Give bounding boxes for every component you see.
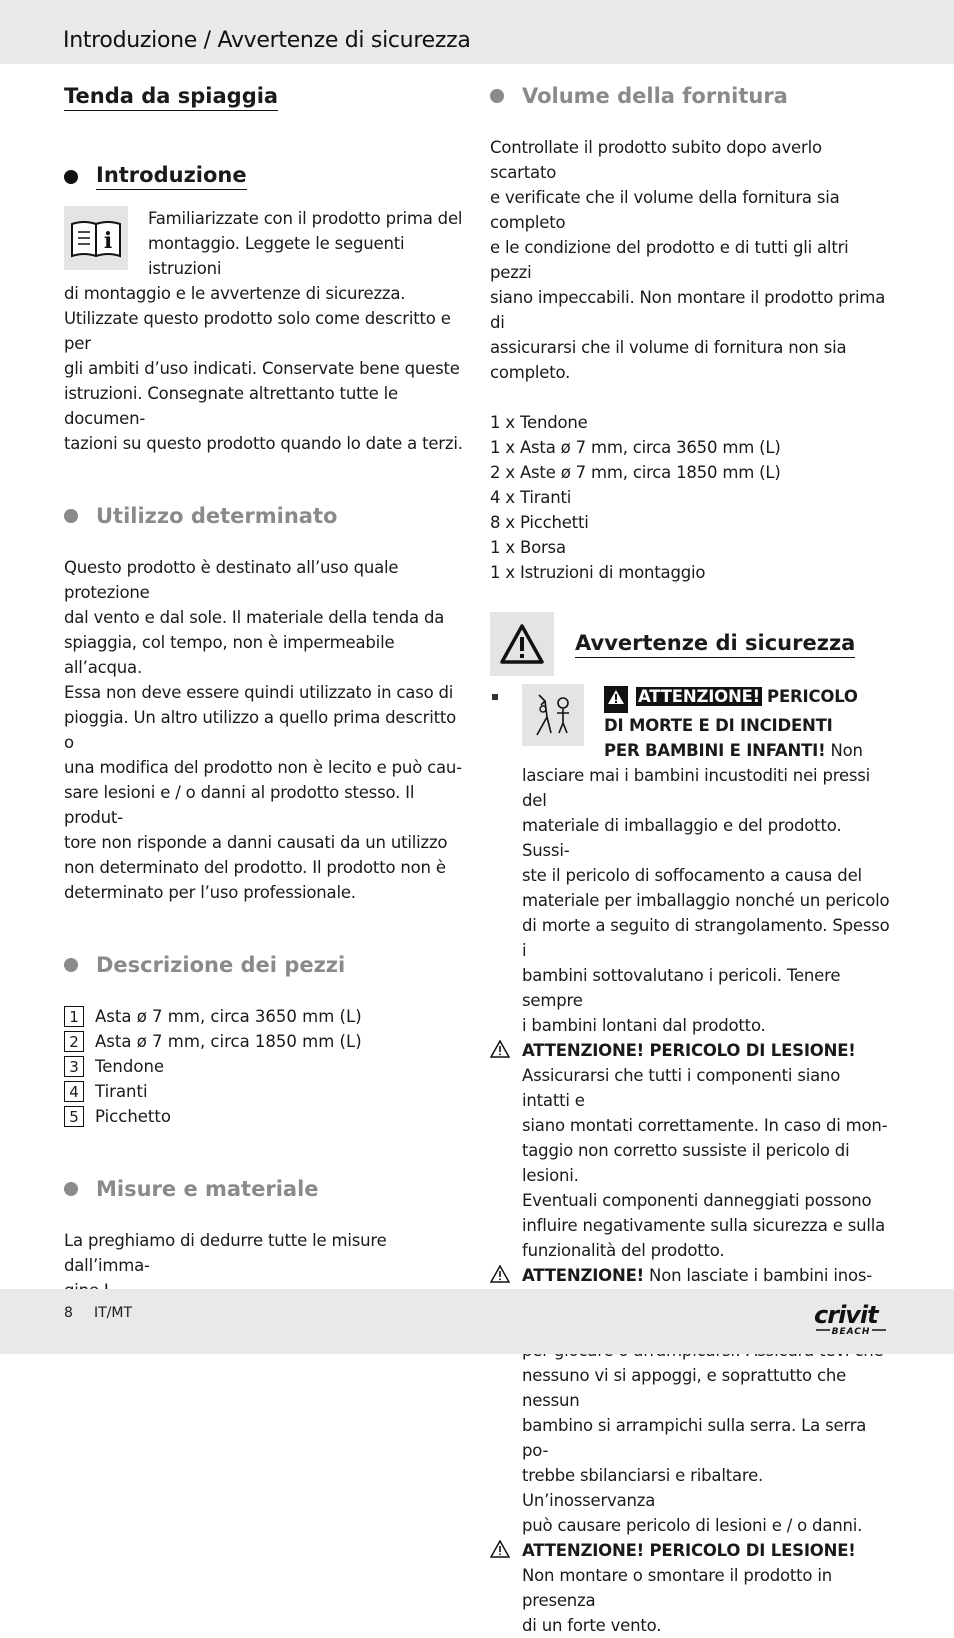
bullet-dot-icon [64, 509, 78, 523]
page-footer [0, 1289, 954, 1354]
list-item: 8 x Picchetti [490, 513, 589, 532]
warning-wind [490, 1538, 890, 1638]
part-label: Tendone [95, 1057, 165, 1076]
warning-head: ATTENZIONE! PERICOLO DI LESIONE! [522, 1041, 856, 1060]
page-header [0, 0, 954, 64]
list-item [64, 1079, 464, 1104]
bullet-dot-icon [64, 170, 78, 184]
square-bullet-icon [492, 694, 498, 700]
warning-line: materiale per imballaggio nonché un pericolo [522, 891, 890, 910]
supply-text [490, 135, 890, 385]
intro-line: montaggio. Leggete le seguenti istruzioni [148, 234, 405, 278]
warning-injury [490, 1038, 890, 1263]
warning-line: materiale di imballaggio e del prodotto. Sussi- [522, 816, 842, 860]
list-item: 4 x Tiranti [490, 488, 572, 507]
warning-line: lasciare mai i bambini incustoditi nei pressi del [522, 766, 871, 810]
use-line: spiaggia, col tempo, non è impermeabile all’acqua. [64, 633, 395, 677]
use-title: Utilizzo determinato [96, 504, 338, 528]
use-line: Essa non deve essere quindi utilizzato in caso di [64, 683, 454, 702]
intro-heading [64, 163, 464, 190]
svg-text:crivit: crivit [814, 1301, 878, 1329]
supply-line: assicurarsi che il volume di fornitura non sia completo. [490, 338, 847, 382]
warning-line: taggio non corretto sussiste il pericolo di lesioni. [522, 1141, 850, 1185]
warning-head: DI MORTE E DI INCIDENTI [604, 716, 833, 735]
part-label: Asta ø 7 mm, circa 3650 mm (L) [95, 1007, 362, 1026]
warning-head: ATTENZIONE! [522, 1266, 644, 1285]
warning-line: Non [830, 741, 863, 760]
use-line: sare lesioni e / o danni al prodotto stesso. Il produt- [64, 783, 415, 827]
intro-line: gli ambiti d’uso indicati. Conservate bene queste [64, 359, 460, 378]
intro-line: Familiarizzate con il prodotto prima del [148, 209, 463, 228]
use-line: dal vento e dal sole. Il materiale della tenda da [64, 608, 445, 627]
crivit-logo [812, 1299, 892, 1343]
safety-title: Avvertenze di sicurezza [575, 631, 855, 658]
part-label: Tiranti [95, 1082, 148, 1101]
supply-line: e verificate che il volume della fornitura sia completo [490, 188, 840, 232]
parts-list [64, 1004, 464, 1129]
intro-line: tazioni su questo prodotto quando lo date a terzi. [64, 434, 463, 453]
warning-triangle-icon [490, 1265, 510, 1283]
part-label: Asta ø 7 mm, circa 1850 mm (L) [95, 1032, 362, 1051]
part-number: 3 [64, 1056, 84, 1077]
warning-line: Non montare o smontare il prodotto in presenza [522, 1566, 833, 1610]
right-column [490, 84, 890, 1638]
use-line: Questo prodotto è destinato all’uso quale protezione [64, 558, 399, 602]
part-number: 5 [64, 1106, 84, 1127]
warning-triangle-icon [490, 1040, 510, 1058]
use-line: una modifica del prodotto non è lecito e può cau- [64, 758, 462, 777]
warning-line: bambino si arrampichi sulla serra. La serra po- [522, 1416, 867, 1460]
measures-line: La preghiamo di dedurre tutte le misure dall’imma- [64, 1231, 387, 1275]
safety-heading [490, 612, 890, 676]
supply-list [490, 410, 890, 585]
warning-line: trebbe sbilanciarsi e ribaltare. Un’inosservanza [522, 1466, 764, 1510]
svg-text:i: i [103, 228, 113, 254]
warning-head: ATTENZIONE! PERICOLO DI LESIONE! [522, 1541, 856, 1560]
part-number: 4 [64, 1081, 84, 1102]
warning-triangle-icon [490, 612, 554, 676]
warning-line: ste il pericolo di soffocamento a causa del [522, 866, 862, 885]
intro-text [64, 206, 464, 456]
parts-title: Descrizione dei pezzi [96, 953, 346, 977]
warning-head: PERICOLO [767, 687, 858, 706]
list-item [64, 1004, 464, 1029]
supply-heading [490, 84, 890, 108]
warning-line: Non lasciate i bambini inos- [649, 1266, 873, 1285]
attention-label: ATTENZIONE! [638, 687, 760, 706]
use-line: pioggia. Un altro utilizzo a quello prima descritto o [64, 708, 457, 752]
list-item [64, 1054, 464, 1079]
warning-line: Eventuali componenti danneggiati possono [522, 1191, 872, 1210]
part-label: Picchetto [95, 1107, 171, 1126]
part-number: 1 [64, 1006, 84, 1027]
bullet-dot-icon [64, 958, 78, 972]
warning-triangle-icon [604, 686, 628, 713]
warning-line: di morte a seguito di strangolamento. Spesso i [522, 916, 890, 960]
info-manual-icon [64, 206, 128, 270]
list-item: 1 x Asta ø 7 mm, circa 3650 mm (L) [490, 438, 781, 457]
page-number: 8 [64, 1305, 73, 1321]
intro-line: di montaggio e le avvertenze di sicurezza. [64, 284, 406, 303]
list-item: 1 x Tendone [490, 413, 588, 432]
warning-children [490, 684, 890, 1038]
warning-line: di un forte vento. [522, 1616, 662, 1635]
use-text [64, 555, 464, 905]
warning-line: nessuno vi si appoggi, e soprattutto che nessun [522, 1366, 847, 1410]
language-code: IT/MT [94, 1305, 133, 1321]
use-heading [64, 504, 464, 528]
list-item: 1 x Borsa [490, 538, 566, 557]
measures-heading [64, 1177, 464, 1201]
use-line: determinato per l’uso professionale. [64, 883, 356, 902]
product-title: Tenda da spiaggia [64, 84, 278, 111]
warning-line: i bambini lontani dal prodotto. [522, 1016, 766, 1035]
list-item: 2 x Aste ø 7 mm, circa 1850 mm (L) [490, 463, 781, 482]
warning-head: PER BAMBINI E INFANTI! [604, 741, 826, 760]
warning-line: Assicurarsi che tutti i componenti siano intatti e [522, 1066, 841, 1110]
list-item [64, 1104, 464, 1129]
intro-line: istruzioni. Consegnate altrettanto tutte le documen- [64, 384, 398, 428]
left-column [64, 84, 464, 1353]
warning-line: può causare pericolo di lesioni e / o danni. [522, 1516, 863, 1535]
supply-line: e le condizione del prodotto e di tutti gli altri pezzi [490, 238, 849, 282]
warning-line: siano montati correttamente. In caso di mon- [522, 1116, 888, 1135]
svg-text:BEACH: BEACH [831, 1327, 871, 1337]
warning-triangle-icon [490, 1540, 510, 1558]
supply-title: Volume della fornitura [522, 84, 788, 108]
part-number: 2 [64, 1031, 84, 1052]
warning-line: influire negativamente sulla sicurezza e sulla [522, 1216, 886, 1235]
page-title: Introduzione / Avvertenze di sicurezza [63, 28, 471, 53]
warning-line: bambini sottovalutano i pericoli. Tenere sempre [522, 966, 841, 1010]
list-item [64, 1029, 464, 1054]
intro-line: Utilizzate questo prodotto solo come descritto e per [64, 309, 451, 353]
use-line: non determinato del prodotto. Il prodotto non è [64, 858, 446, 877]
list-item: 1 x Istruzioni di montaggio [490, 563, 706, 582]
warning-line: funzionalità del prodotto. [522, 1241, 725, 1260]
parts-heading [64, 953, 464, 977]
bullet-dot-icon [64, 1182, 78, 1196]
bullet-dot-icon [490, 89, 504, 103]
supply-line: siano impeccabili. Non montare il prodotto prima di [490, 288, 886, 332]
measures-title: Misure e materiale [96, 1177, 319, 1201]
supply-line: Controllate il prodotto subito dopo averlo scartato [490, 138, 822, 182]
intro-title: Introduzione [96, 163, 247, 190]
child-warning-icon [522, 684, 584, 746]
use-line: tore non risponde a danni causati da un utilizzo [64, 833, 448, 852]
